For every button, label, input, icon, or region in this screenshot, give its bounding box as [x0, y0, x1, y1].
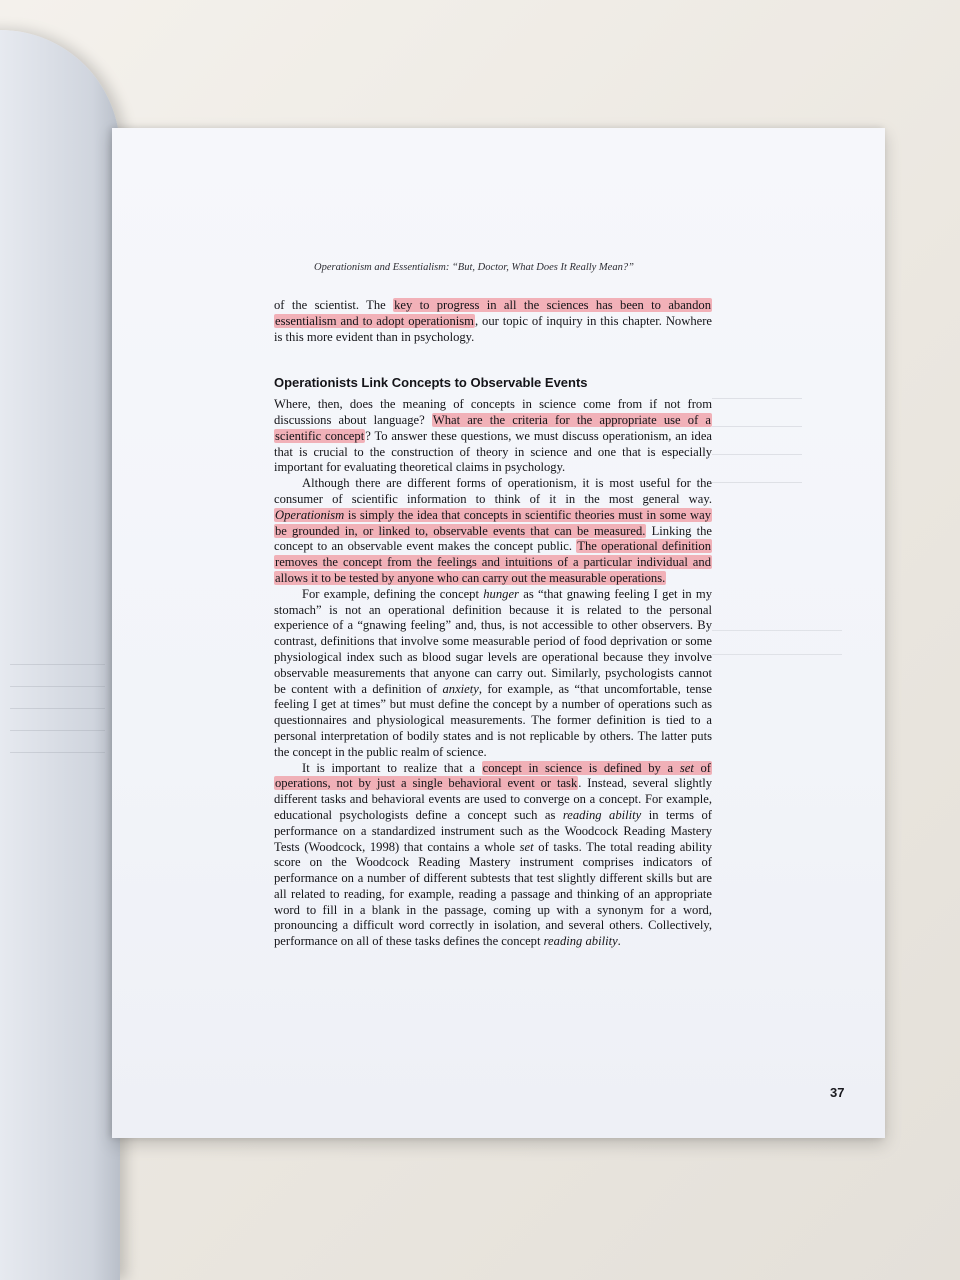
paragraph: For example, defining the concept hunger as “that gnawing feeling I get in my stomach” is not an operational definition because it is related to the personal experience of a “gnawing feeling” and, thus, is not accessible to other observers. By contrast, definitions that involve some measurable period of food deprivation or some physiological index such as blood sugar levels are operational because they involve observable measurements that anyone can carry out. Similarly, psychologists cannot be content with a definition of anxiety, for example, as “that uncomfortable, tense feeling I get at times” but must define the concept by a number of operations such as questionnaires and physiological measurements. The former definition is tied to a personal interpretation of bodily states and is not replicable by others. The latter puts the concept in the public realm of science.	[274, 586, 712, 759]
page-number: 37	[830, 1085, 845, 1100]
paragraph: of the scientist. The key to progress in all the sciences has been to abandon essentialism and to adopt operationism, our topic of inquiry in this chapter. Nowhere is this more evident than in psychology.	[274, 298, 712, 344]
margin-pencil-note	[712, 380, 802, 500]
running-head: Operationism and Essentialism: “But, Doctor, What Does It Really Mean?”	[314, 262, 634, 273]
highlight: What are the criteria for the appropriate use of a scientific concept	[275, 412, 711, 443]
show-through-text	[10, 650, 105, 770]
section-heading: Operationists Link Concepts to Observable Events	[274, 375, 588, 391]
paragraph: Where, then, does the meaning of concepts in science come from if not from discussions about language? What are the criteria for the appropriate use of a scientific concept? To answer these questions, we must discuss operationism, an idea that is crucial to the construction of theory in science and one that is especially important for evaluating theoretical claims in psychology.	[274, 397, 712, 475]
paragraph: Although there are different forms of operationism, it is most useful for the consumer of scientific information to think of it in the most general way. Operationism is simply the idea that concepts in scientific theories must in some way be grounded in, or linked to, observable events that can be measured. Linking the concept to an observable event makes the concept public. The operational definition removes the concept from the feelings and intuitions of a particular individual and allows it to be tested by anyone who can carry out the measurable operations.	[274, 476, 712, 585]
highlight: key to progress in all the sciences has been to abandon essentialism and to adopt operationism	[275, 298, 711, 328]
paragraph: It is important to realize that a concept in science is defined by a set of operations, not by just a single behavioral event or task. Instead, several slightly different tasks and behavioral events are used to converge on a concept. For example, educational psychologists define a concept such as reading ability in terms of performance on a standardized instrument such as the Woodcock Reading Mastery Tests (Woodcock, 1998) that contains a whole set of tasks. The total reading ability score on the Woodcock Reading Mastery instrument comprises indicators of performance on a number of different subtests that test slightly different skills but are all related to reading, for example, reading a passage and thinking of an appropriate word to fill in a blank in the passage, coming up with a synonym for a word, pronouncing a difficult word correctly in isolation, and several others. Collectively, performance on all of these tasks defines the concept reading ability.	[274, 760, 712, 949]
body-text	[274, 298, 712, 950]
left-page	[0, 30, 120, 1280]
highlight: Operationism is simply the idea that concepts in scientific theories must in some way be grounded in, or linked to, observable events that can be measured.	[275, 507, 711, 538]
margin-pencil-note	[712, 616, 842, 656]
highlight: concept in science is defined by a set of operations, not by just a single behavioral event or task	[275, 760, 712, 791]
highlight: The operational definition removes the concept from the feelings and intuitions of a particular individual and allows it to be tested by anyone who can carry out the measurable operations.	[275, 539, 711, 585]
